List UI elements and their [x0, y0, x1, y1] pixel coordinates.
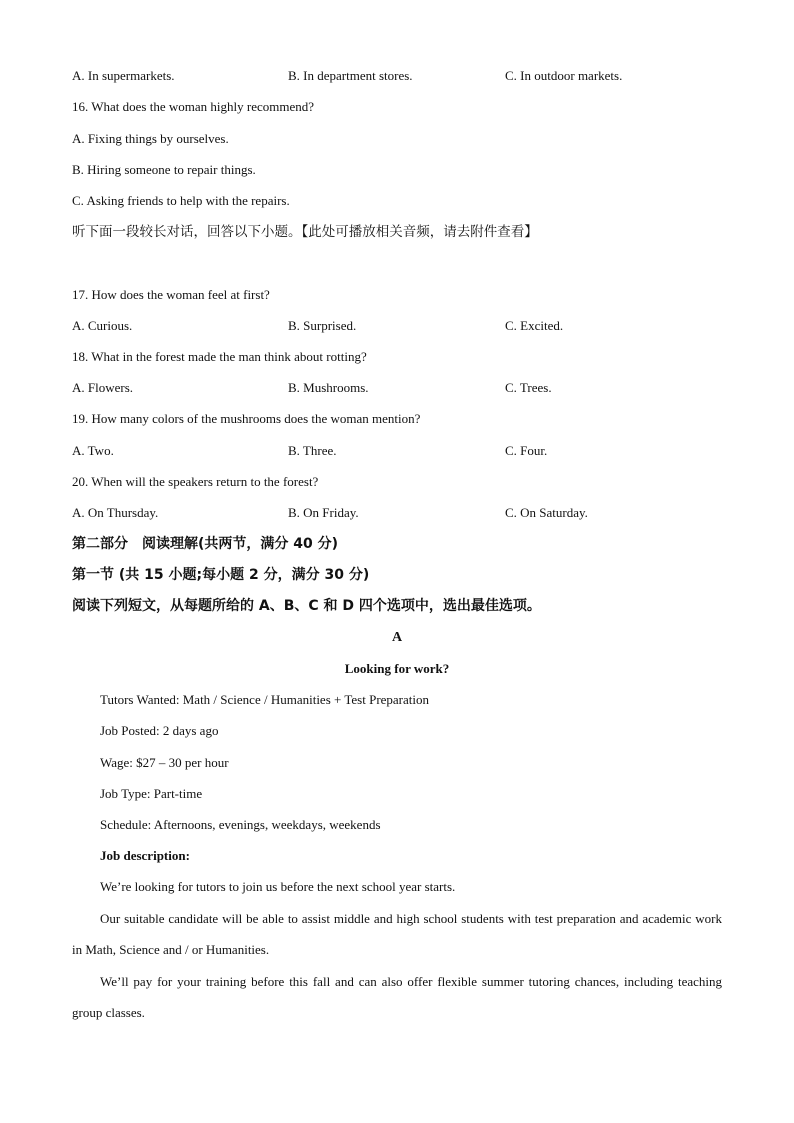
job-type: Job Type: Part-time	[100, 786, 203, 801]
q17-option-b: B. Surprised.	[288, 318, 357, 333]
q19-option-c: C. Four.	[505, 443, 548, 458]
job-posted: Job Posted: 2 days ago	[100, 723, 219, 738]
q16-stem: 16. What does the woman highly recommend?	[72, 99, 315, 114]
section1-heading: 第一节 (共 15 小题;每小题 2 分，满分 30 分)	[72, 567, 370, 583]
paragraph-3: We’ll pay for your training before this fall and can also offer flexible summer tutoring chances, including teaching group classes.	[72, 974, 722, 1020]
q19-option-b: B. Three.	[288, 443, 337, 458]
paragraph-2: Our suitable candidate will be able to assist middle and high school students with test preparation and academic work in Math, Science and / or Humanities.	[72, 911, 722, 957]
q16-option-b: B. Hiring someone to repair things.	[72, 162, 256, 177]
q16-option-a: A. Fixing things by ourselves.	[72, 131, 229, 146]
listen-instruction: 听下面一段较长对话，回答以下小题。【此处可播放相关音频，请去附件查看】	[72, 224, 538, 240]
paragraph-1: We’re looking for tutors to join us before the next school year starts.	[100, 879, 456, 894]
q20-option-a: A. On Thursday.	[72, 505, 159, 520]
q20-option-b: B. On Friday.	[288, 505, 359, 520]
wage: Wage: $27 – 30 per hour	[100, 755, 229, 770]
tutors-wanted: Tutors Wanted: Math / Science / Humanities + Test Preparation	[100, 692, 430, 707]
q17-option-c: C. Excited.	[505, 318, 564, 333]
q18-option-b: B. Mushrooms.	[288, 380, 369, 395]
part2-heading: 第二部分 阅读理解(共两节，满分 40 分)	[72, 536, 339, 552]
q16-option-c: C. Asking friends to help with the repairs.	[72, 193, 290, 208]
q19-stem: 19. How many colors of the mushrooms does the woman mention?	[72, 411, 421, 426]
q15-option-a: A. In supermarkets.	[72, 68, 175, 83]
passage-title: Looking for work?	[344, 661, 450, 676]
q15-option-b: B. In department stores.	[288, 68, 413, 83]
job-description-label: Job description:	[100, 848, 190, 863]
passage-letter: A	[391, 630, 403, 645]
schedule: Schedule: Afternoons, evenings, weekdays, weekends	[100, 817, 381, 832]
q17-stem: 17. How does the woman feel at first?	[72, 287, 270, 302]
q18-option-a: A. Flowers.	[72, 380, 134, 395]
q18-stem: 18. What in the forest made the man think about rotting?	[72, 349, 367, 364]
q17-option-a: A. Curious.	[72, 318, 133, 333]
q15-option-c: C. In outdoor markets.	[505, 68, 623, 83]
reading-instruction: 阅读下列短文，从每题所给的 A、B、C 和 D 四个选项中，选出最佳选项。	[72, 598, 541, 614]
q20-stem: 20. When will the speakers return to the forest?	[72, 474, 319, 489]
q19-option-a: A. Two.	[72, 443, 114, 458]
q20-option-c: C. On Saturday.	[505, 505, 588, 520]
q18-option-c: C. Trees.	[505, 380, 552, 395]
